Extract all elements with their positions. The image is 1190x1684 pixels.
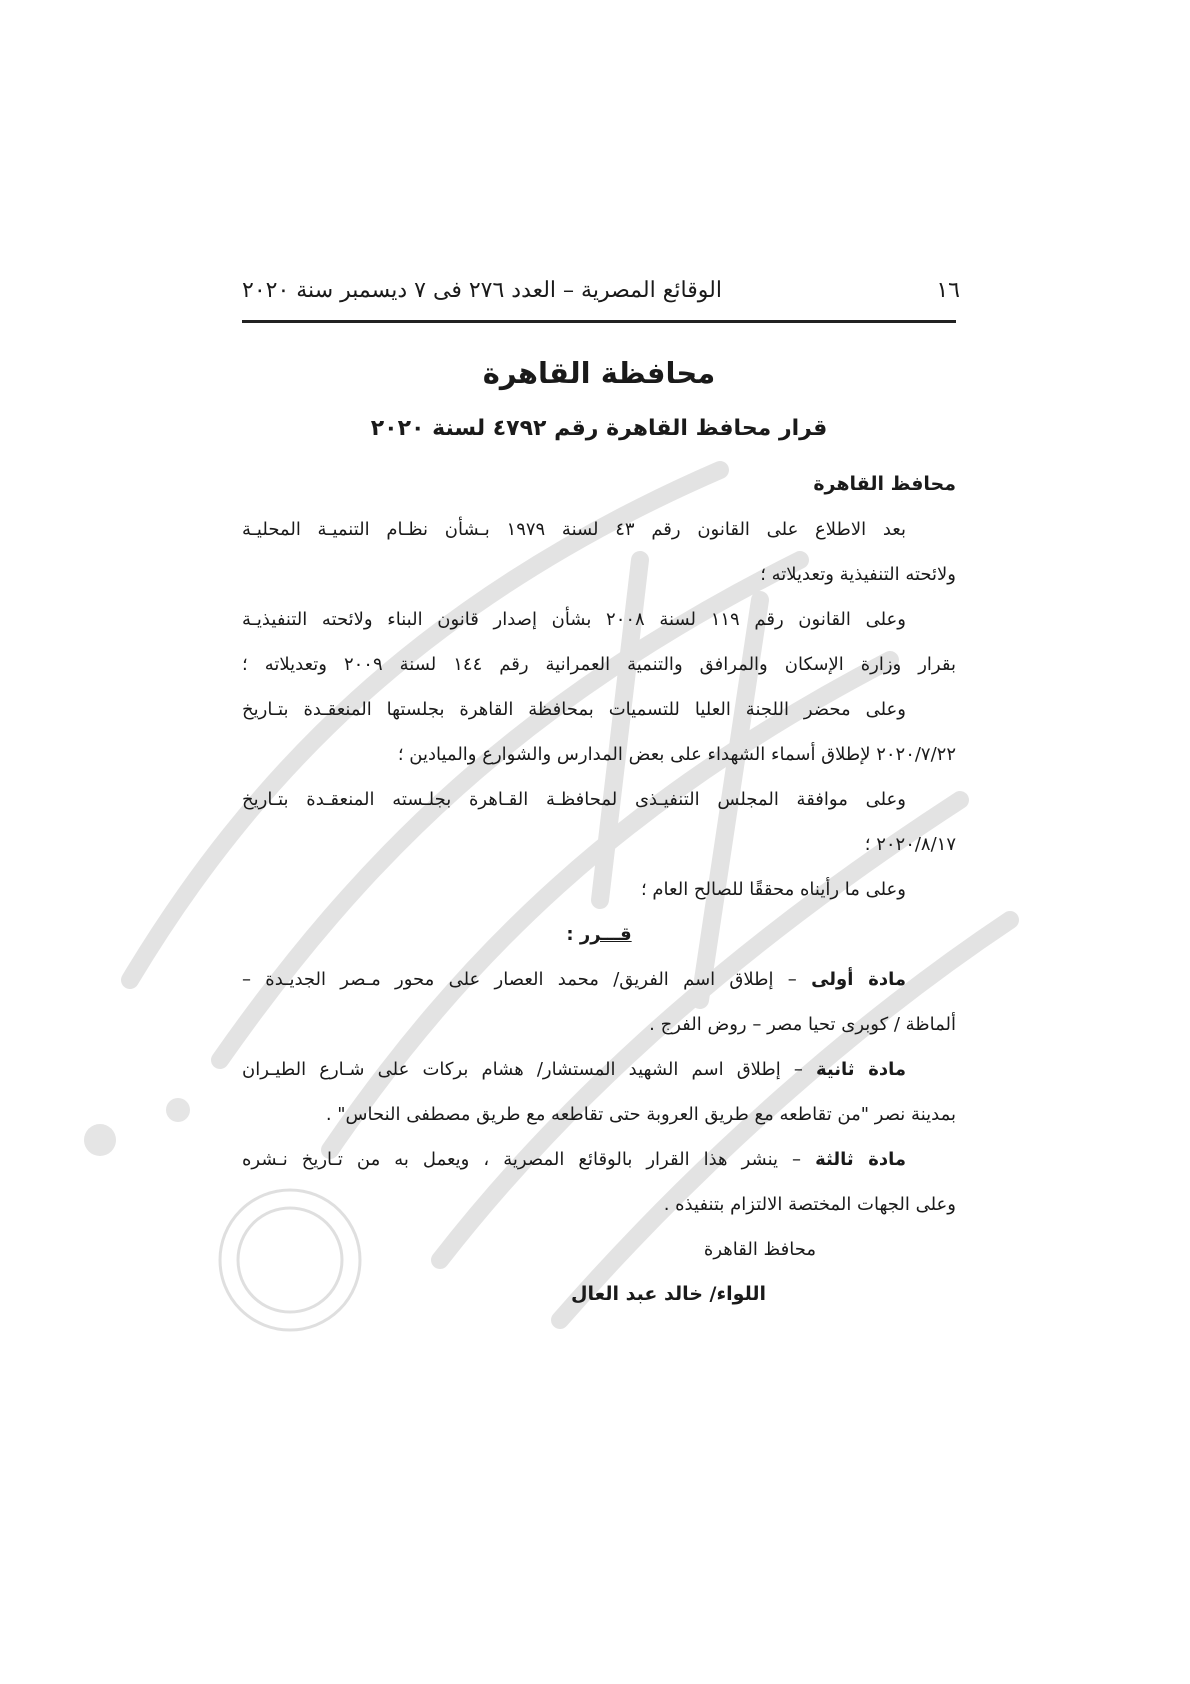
decision-colon: : xyxy=(566,924,574,945)
article-1-text: – إطلاق اسم الفريق/ محمد العصار على محور مـصر الجديـدة – xyxy=(242,969,797,990)
header-divider xyxy=(242,320,956,323)
article-1-label: مادة أولى xyxy=(811,969,906,990)
document-title: محافظة القاهرة xyxy=(482,356,716,390)
preamble-3-line-2: ٢٠٢٠/٧/٢٢ لإطلاق أسماء الشهداء على بعض المدارس والشوارع والميادين ؛ xyxy=(397,744,956,765)
article-2-line-2: بمدينة نصر "من تقاطعه مع طريق العروبة حتى تقاطعه مع طريق مصطفى النحاس" . xyxy=(325,1104,956,1125)
issuer-label: محافظ القاهرة xyxy=(813,473,956,495)
gazette-issue: الوقائع المصرية – العدد ٢٧٦ فى ٧ ديسمبر سنة ٢٠٢٠ xyxy=(242,278,722,303)
preamble-4-line-1: وعلى موافقة المجلس التنفيـذى لمحافظـة القـاهرة بجلـسته المنعقـدة بتـاريخ xyxy=(242,789,906,810)
preamble-4-line-2: ٢٠٢٠/٨/١٧ ؛ xyxy=(864,834,956,855)
article-2-label: مادة ثانية xyxy=(816,1059,906,1080)
decision-word: قـــرر xyxy=(579,924,632,945)
preamble-2-line-1: وعلى القانون رقم ١١٩ لسنة ٢٠٠٨ بشأن إصدار قانون البناء ولائحته التنفيذيـة xyxy=(242,609,906,630)
closing-preamble: وعلى ما رأيناه محققًا للصالح العام ؛ xyxy=(640,879,906,900)
decree-subtitle: قرار محافظ القاهرة رقم ٤٧٩٢ لسنة ٢٠٢٠ xyxy=(370,416,828,441)
preamble-2-line-2: بقرار وزارة الإسكان والمرافق والتنمية العمرانية رقم ١٤٤ لسنة ٢٠٠٩ وتعديلاته ؛ xyxy=(242,654,956,675)
article-2-line-1 xyxy=(242,1047,956,1092)
page-number: ١٦ xyxy=(936,278,960,303)
decision-heading xyxy=(242,912,956,957)
article-3-label: مادة ثالثة xyxy=(815,1149,906,1170)
preamble-3-line-1: وعلى محضر اللجنة العليا للتسميات بمحافظة القاهرة بجلستها المنعقـدة بتـاريخ xyxy=(242,699,906,720)
article-3-text: – ينشر هذا القرار بالوقائع المصرية ، ويعمل به من تـاريخ نـشره xyxy=(242,1149,802,1170)
article-1-line-2: ألماظة / كوبرى تحيا مصر – روض الفرج . xyxy=(649,1014,956,1035)
page-header xyxy=(242,278,960,303)
article-2-text: – إطلاق اسم الشهيد المستشار/ هشام بركات على شـارع الطيـران xyxy=(242,1059,803,1080)
decree-body xyxy=(242,462,956,1317)
article-3-line-1 xyxy=(242,1137,956,1182)
article-3-line-2: وعلى الجهات المختصة الالتزام بتنفيذه . xyxy=(663,1194,956,1215)
signature-name: اللواء/ خالد عبد العال xyxy=(571,1283,766,1305)
preamble-1-line-1: بعد الاطلاع على القانون رقم ٤٣ لسنة ١٩٧٩ بـشأن نظـام التنميـة المحليـة xyxy=(242,519,906,540)
article-1-line-1 xyxy=(242,957,956,1002)
preamble-1-line-2: ولائحته التنفيذية وتعديلاته ؛ xyxy=(760,564,956,585)
signature-title: محافظ القاهرة xyxy=(703,1239,816,1260)
